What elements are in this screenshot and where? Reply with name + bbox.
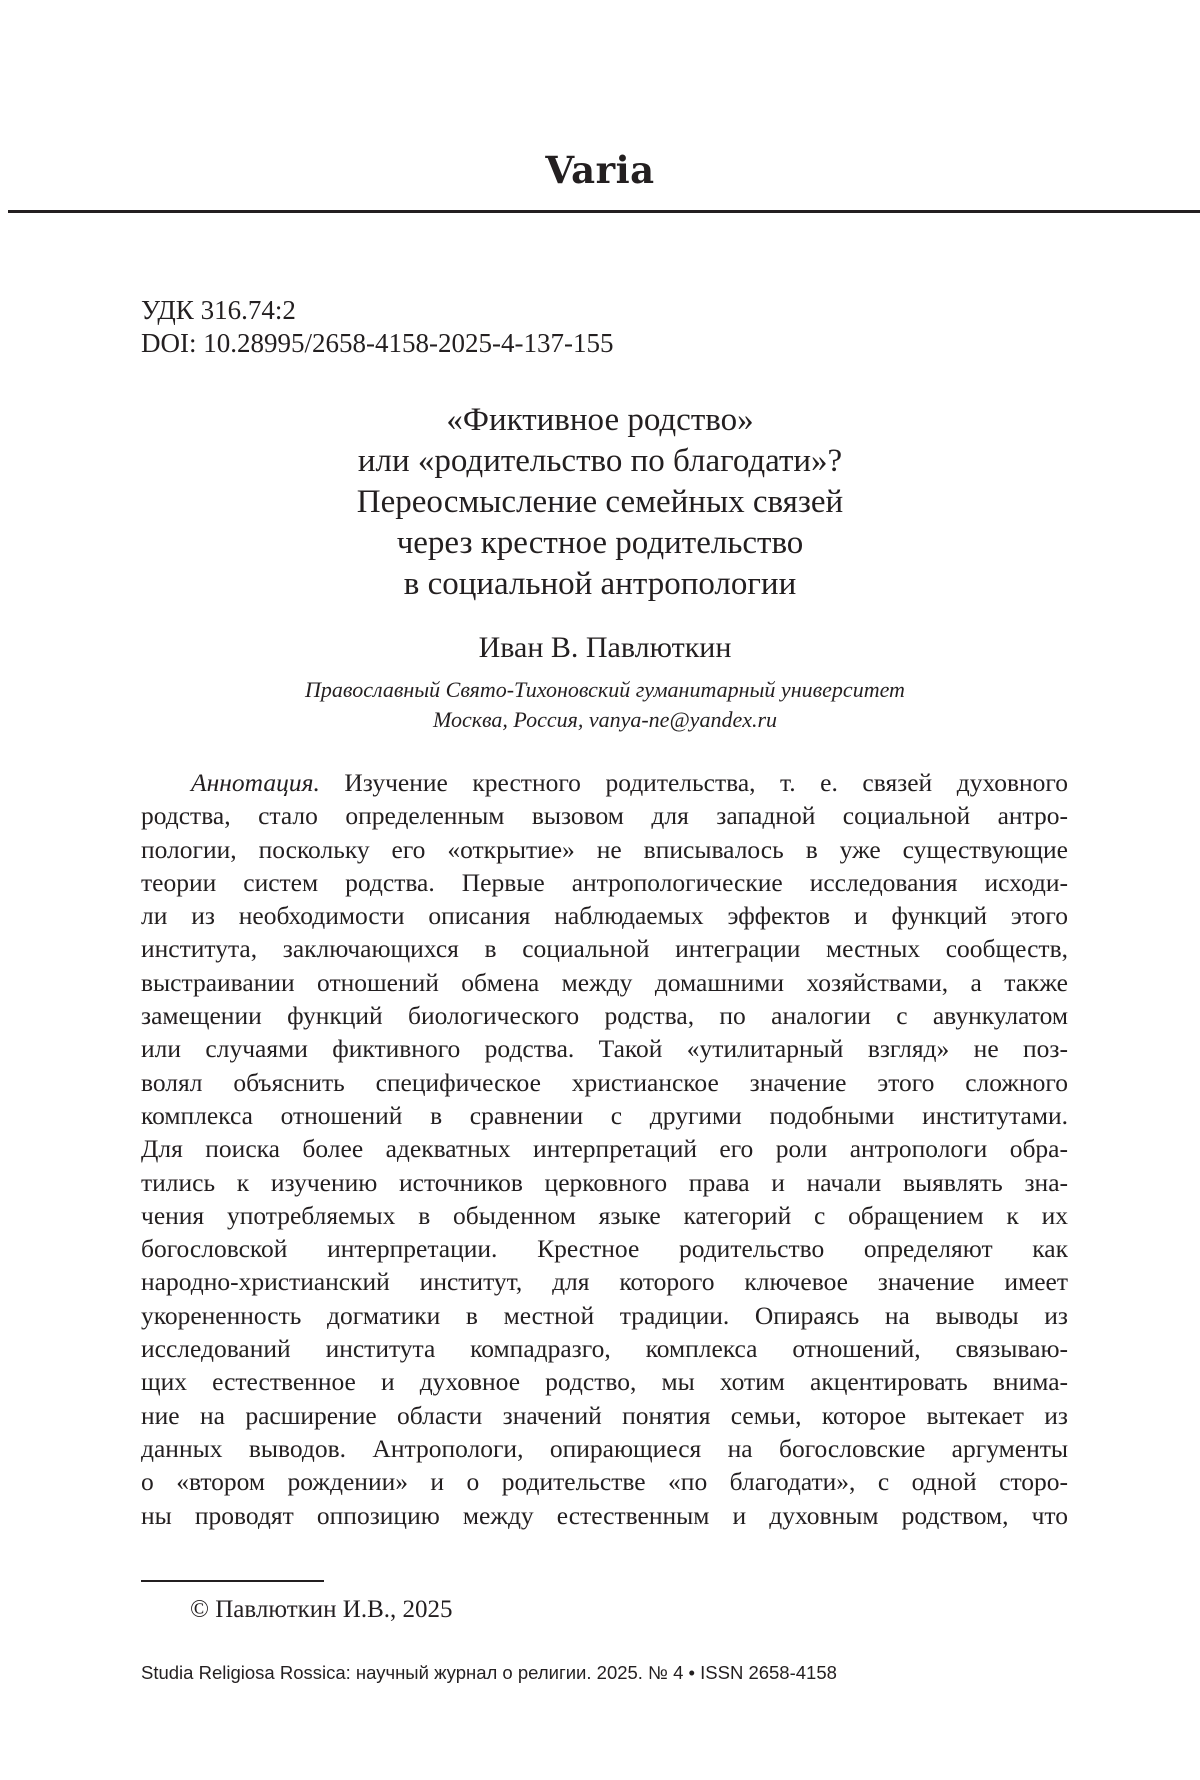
abstract-line: выстраивании отношений обмена между домашними хозяйствами, а также [141,967,1068,997]
section-divider [8,210,1200,213]
journal-footer: Studia Religiosa Rossica: научный журнал о религии. 2025. № 4 • ISSN 2658-4158 [141,1662,837,1683]
footnote-divider [141,1580,324,1582]
section-title: Varia [545,148,655,192]
abstract-line: института, заключающихся в социальной интеграции местных сообществ, [141,934,1068,964]
abstract-line: замещении функций биологического родства, по аналогии с авункулатом [141,1001,1068,1031]
article-title [150,400,1050,605]
abstract-line: пологии, поскольку его «открытие» не вписывалось в уже существующие [141,834,1068,864]
abstract-line: комплекса отношений в сравнении с другими подобными институтами. [141,1100,1068,1130]
abstract-line: тились к изучению источников церковного права и начали выявлять зна- [141,1167,1068,1197]
abstract-line: щих естественное и духовное родство, мы хотим акцентировать внима- [141,1367,1068,1397]
abstract-line: укорененность догматики в местной традиции. Опираясь на выводы из [141,1300,1068,1330]
article-metadata [141,294,613,360]
title-line: Переосмысление семейных связей [356,484,844,520]
abstract [141,766,1068,1532]
abstract-line: народно-христианский институт, для которого ключевое значение имеет [141,1267,1068,1297]
abstract-line: ние на расширение области значений понятия семьи, которое вытекает из [141,1400,1068,1430]
abstract-line: о «втором рождении» и о родительстве «по благодати», с одной сторо- [141,1467,1068,1497]
copyright-notice: © Павлюткин И.В., 2025 [190,1596,453,1623]
author-name: Иван В. Павлюткин [478,631,732,664]
title-line: «Фиктивное родство» [446,402,754,438]
abstract-line: богословской интерпретации. Крестное родительство определяют как [141,1234,1068,1264]
title-line: или «родительство по благодати»? [357,443,843,479]
abstract-line: ны проводят оппозицию между естественным и духовным родством, что [141,1500,1068,1530]
abstract-line: волял объяснить специфическое христианское значение этого сложного [141,1067,1068,1097]
abstract-line: чения употребляемых в обыденном языке категорий с обращением к их [141,1200,1068,1230]
institution: Православный Свято-Тихоновский гуманитарный университет [305,677,905,702]
abstract-line: данных выводов. Антропологи, опирающиеся на богословские аргументы [141,1433,1068,1463]
title-line: в социальной антропологии [403,566,797,602]
author-affiliation [0,675,1200,735]
abstract-line: теории систем родства. Первые антропологические исследования исходи- [141,867,1068,897]
location-email: Москва, Россия, vanya-ne@yandex.ru [432,707,778,732]
abstract-line: Для поиска более адекватных интерпретаций его роли антропологи обра- [141,1134,1068,1164]
udc-code: УДК 316.74:2 [141,295,296,325]
doi: DOI: 10.28995/2658-4158-2025-4-137-155 [141,328,614,358]
abstract-line [141,766,1068,799]
abstract-line-text: Изучение крестного родительства, т. е. связей духовного [344,768,1068,797]
abstract-line: ли из необходимости описания наблюдаемых эффектов и функций этого [141,901,1068,931]
title-line: через крестное родительство [396,525,804,561]
abstract-line: родства, стало определенным вызовом для западной социальной антро- [141,801,1068,831]
abstract-line: или случаями фиктивного родства. Такой «утилитарный взгляд» не поз- [141,1034,1068,1064]
abstract-label: Аннотация. [191,768,320,797]
abstract-line: исследований института компадразго, комплекса отношений, связываю- [141,1334,1068,1364]
